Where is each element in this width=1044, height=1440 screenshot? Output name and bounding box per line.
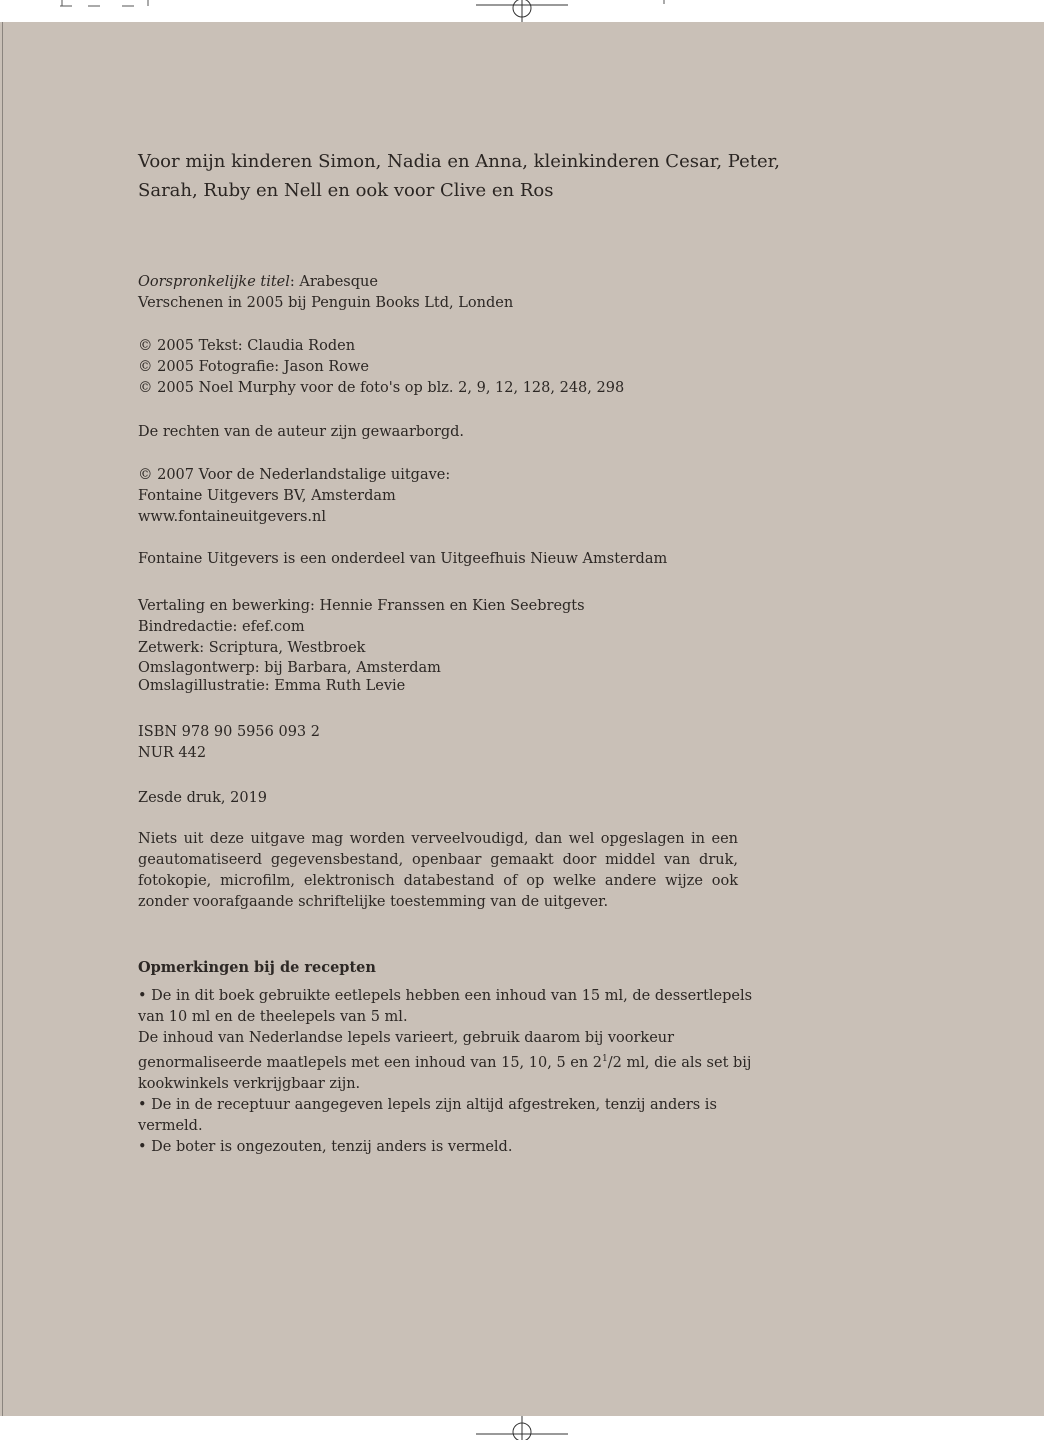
publisher-note [138,549,667,570]
recipe-notes-title: Opmerkingen bij de recepten [138,959,376,976]
isbn: ISBN 978 90 5956 093 2 [138,724,320,740]
published-line: Verschenen in 2005 bij Penguin Books Ltd, Londen [138,295,514,311]
page-background [0,22,1044,1416]
credit-cover-illustration: Omslagillustratie: Emma Ruth Levie [138,678,406,694]
note-line-part: genormaliseerde maatlepels met een inhoud van 15, 10, 5 en 2 [138,1055,603,1071]
dutch-edition-copyright: © 2007 Voor de Nederlandstalige uitgave: [138,467,451,483]
dedication-line: Voor mijn kinderen Simon, Nadia en Anna, kleinkinderen Cesar, Peter, [138,151,780,172]
rights-line: De rechten van de auteur zijn gewaarborgd. [138,424,465,440]
copyright-block [138,336,624,399]
credits-block [138,596,585,695]
original-title-line [138,272,513,293]
disclaimer: Niets uit deze uitgave mag worden verveelvoudigd, dan wel opgeslagen in een geautomatiseerd gegevensbestand, openbaar gemaakt door middel van druk, fotokopie, microfilm, elektronisch databestand of op welke andere wijze ook zonder voorafgaande schriftelijke toestemming van de uitgever. [138,831,738,910]
copyright-photo: © 2005 Fotografie: Jason Rowe [138,359,369,375]
note-line: • De in de receptuur aangegeven lepels zijn altijd afgestreken, tenzij anders is [138,1097,717,1113]
copyright-photo-extra: © 2005 Noel Murphy voor de foto's op blz. 2, 9, 12, 128, 248, 298 [138,380,625,396]
publisher-note-line: Fontaine Uitgevers is een onderdeel van Uitgeefhuis Nieuw Amsterdam [138,551,668,567]
nur: NUR 442 [138,745,207,761]
rights-statement [138,422,464,443]
note-line: • De in dit boek gebruikte eetlepels hebben een inhoud van 15 ml, de dessertlepels [138,988,753,1004]
credit-cover-design: Omslagontwerp: bij Barbara, Amsterdam [138,660,441,676]
original-title-value: : Arabesque [289,274,378,290]
copyright-text: © 2005 Tekst: Claudia Roden [138,338,356,354]
publisher-name: Fontaine Uitgevers BV, Amsterdam [138,488,396,504]
original-title-block [138,272,513,314]
note-line: vermeld. [138,1118,203,1134]
crop-marks-bottom [0,1416,1044,1440]
isbn-block [138,722,320,764]
note-line-part: /2 ml, die als set bij [607,1055,752,1071]
recipe-notes [138,957,752,1158]
note-line: van 10 ml en de theelepels van 5 ml. [138,1009,408,1025]
original-title-label: Oorspronkelijke titel [138,274,290,290]
note-line: De inhoud van Nederlandse lepels varieert, gebruik daarom bij voorkeur [138,1030,675,1046]
credit-typesetting: Zetwerk: Scriptura, Westbroek [138,640,366,656]
note-line [138,1049,752,1074]
dedication-line: Sarah, Ruby en Nell en ook voor Clive en Ros [138,180,554,201]
crop-marks-top [0,0,1044,22]
dedication [138,147,780,205]
page-edge-rule [2,22,3,1416]
credit-editing: Bindredactie: efef.com [138,619,305,635]
note-line: • De boter is ongezouten, tenzij anders is vermeld. [138,1139,513,1155]
credit-translation: Vertaling en bewerking: Hennie Franssen en Kien Seebregts [138,598,585,614]
publisher-website: www.fontaineuitgevers.nl [138,509,326,525]
fraction-numerator: 1 [602,1054,608,1064]
dutch-edition-block [138,465,450,528]
note-line: kookwinkels verkrijgbaar zijn. [138,1076,361,1092]
edition-text: Zesde druk, 2019 [138,790,268,806]
edition-line [138,788,267,809]
